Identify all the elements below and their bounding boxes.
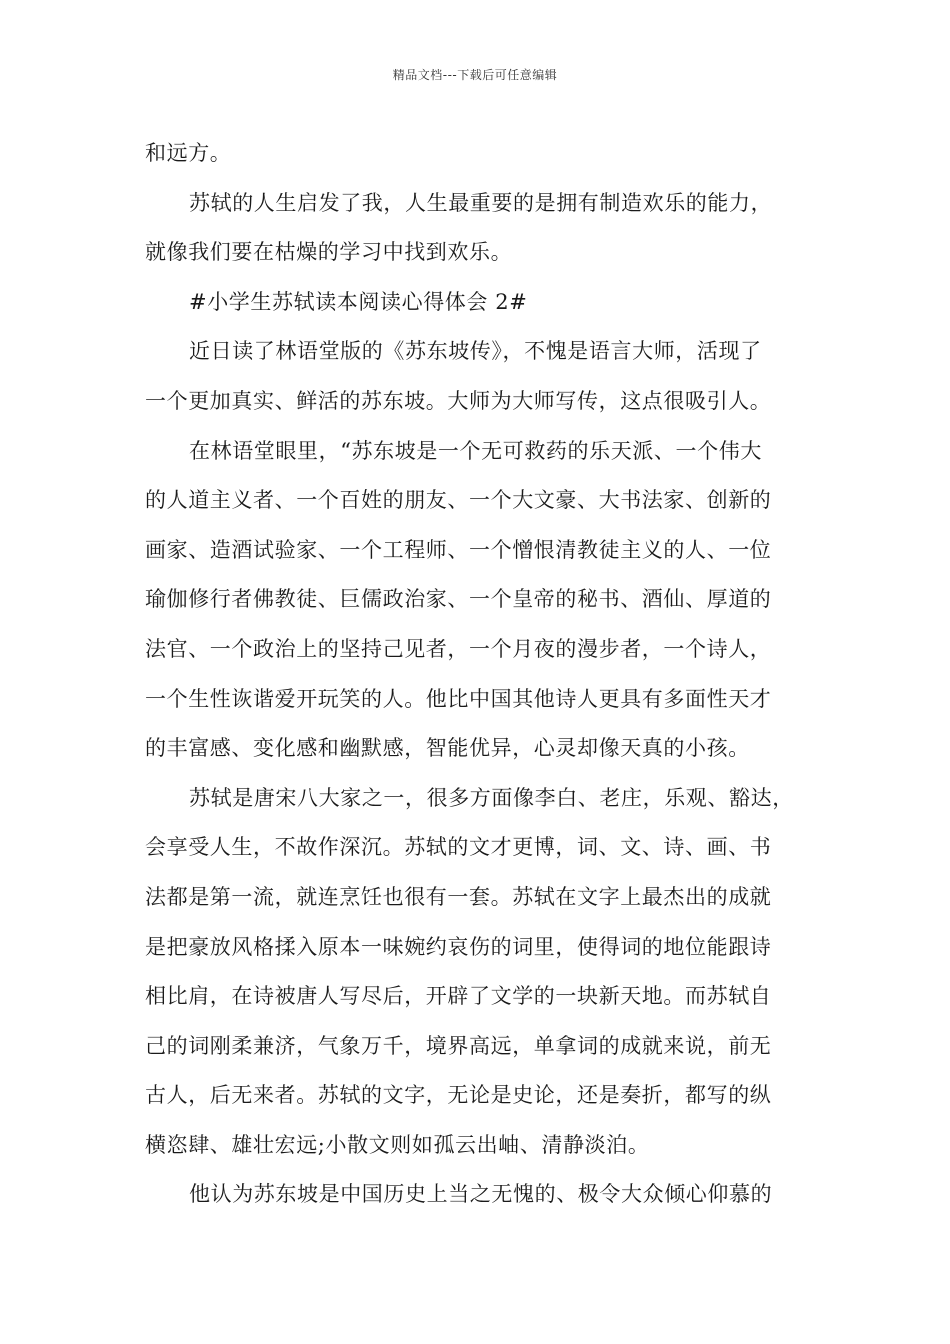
text-line: 近日读了林语堂版的《苏东坡传》，不愧是语言大师，活现了: [189, 339, 762, 364]
text-line: 己的词刚柔兼济，气象万千，境界高远，单拿词的成就来说，前无: [145, 1033, 772, 1058]
text-line: 他认为苏东坡是中国历史上当之无愧的、极令大众倾心仰慕的: [189, 1182, 773, 1207]
text-line: 一个更加真实、鲜活的苏东坡。大师为大师写传，这点很吸引人。: [145, 388, 772, 413]
text-line: 会享受人生，不故作深沉。苏轼的文才更博，词、文、诗、画、书: [145, 835, 772, 860]
text-line: 法官、一个政治上的坚持己见者，一个月夜的漫步者，一个诗人，: [145, 636, 772, 661]
text-line: 一个生性诙谐爱开玩笑的人。他比中国其他诗人更具有多面性天才: [145, 686, 772, 711]
text-line: 画家、造酒试验家、一个工程师、一个憎恨清教徒主义的人、一位: [145, 537, 772, 562]
text-line: 的人道主义者、一个百姓的朋友、一个大文豪、大书法家、创新的: [145, 488, 772, 513]
text-line: #小学生苏轼读本阅读心得体会 2#: [189, 289, 528, 314]
body-text: [145, 129, 807, 1220]
text-line: 的丰富感、变化感和幽默感，智能优异，心灵却像天真的小孩。: [145, 736, 750, 761]
text-line: 瑜伽修行者佛教徒、巨儒政治家、一个皇帝的秘书、酒仙、厚道的: [145, 587, 772, 612]
text-line: 在林语堂眼里，“苏东坡是一个无可救药的乐天派、一个伟大: [189, 438, 762, 463]
text-line: 是把豪放风格揉入原本一味婉约哀伤的词里，使得词的地位能跟诗: [145, 934, 772, 959]
text-line: 横恣肆、雄壮宏远;小散文则如孤云出岫、清静淡泊。: [145, 1132, 650, 1157]
text-line: 法都是第一流，就连烹饪也很有一套。苏轼在文字上最杰出的成就: [145, 884, 772, 909]
text-line: 古人，后无来者。苏轼的文字，无论是史论，还是奏折，都写的纵: [145, 1083, 772, 1108]
text-line: 苏轼的人生启发了我，人生最重要的是拥有制造欢乐的能力，: [189, 190, 773, 215]
text-line: 相比肩，在诗被唐人写尽后，开辟了文学的一块新天地。而苏轼自: [145, 984, 772, 1009]
text-line: 就像我们要在枯燥的学习中找到欢乐。: [145, 240, 513, 265]
text-line: 和远方。: [145, 141, 232, 165]
page-header: 精品文档---下载后可任意编辑: [392, 68, 558, 82]
text-line: 苏轼是唐宋八大家之一，很多方面像李白、老庄，乐观、豁达，: [189, 785, 794, 810]
